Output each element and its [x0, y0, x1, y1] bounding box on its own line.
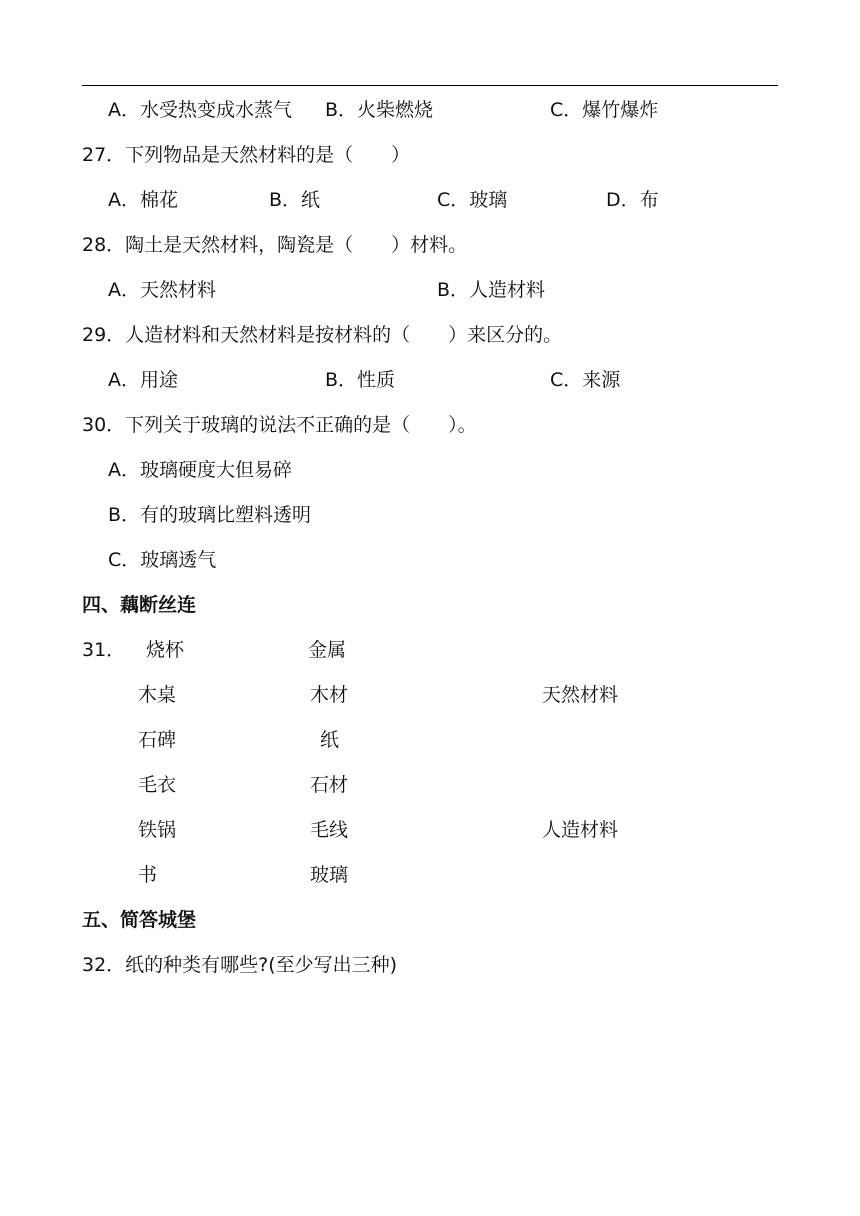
q29-option-a: A．用途: [108, 369, 178, 391]
q27-option-d: D．布: [606, 189, 659, 211]
q30-option-b: B．有的玻璃比塑料透明: [108, 504, 312, 526]
q31-object: 烧杯: [146, 639, 185, 661]
q31-material: 石材: [310, 774, 349, 796]
q31-material: 毛线: [310, 819, 349, 841]
q26-option-b: B．火柴燃烧: [325, 99, 434, 121]
q31-category: 天然材料: [542, 684, 619, 706]
q27-option-c: C．玻璃: [437, 189, 508, 211]
q31-object: 木桌: [138, 684, 177, 706]
section5-heading: 五、简答城堡: [82, 909, 197, 931]
q32-stem: 32．纸的种类有哪些?(至少写出三种): [82, 954, 398, 976]
q30-option-a: A．玻璃硬度大但易碎: [108, 459, 292, 481]
q30-stem: 30．下列关于玻璃的说法不正确的是（ ）。: [82, 414, 477, 436]
q31-material: 金属: [308, 639, 347, 661]
q26-option-c: C．爆竹爆炸: [550, 99, 659, 121]
q31-object: 石碑: [138, 729, 177, 751]
q29-stem: 29．人造材料和天然材料是按材料的（ ）来区分的。: [82, 324, 563, 346]
q31-category: 人造材料: [542, 819, 619, 841]
q29-option-b: B．性质: [325, 369, 396, 391]
q27-option-a: A．棉花: [108, 189, 178, 211]
q31-material: 纸: [320, 729, 340, 751]
q31-material: 玻璃: [310, 864, 349, 886]
q28-stem: 28．陶土是天然材料，陶瓷是（ ）材料。: [82, 234, 468, 256]
section4-heading: 四、藕断丝连: [82, 594, 197, 616]
q26-option-a: A．水受热变成水蒸气: [108, 99, 292, 121]
q31-object: 铁锅: [138, 819, 177, 841]
q30-option-c: C．玻璃透气: [108, 549, 217, 571]
q31-object: 毛衣: [138, 774, 177, 796]
q31-number: 31．: [82, 639, 126, 661]
q31-material: 木材: [310, 684, 349, 706]
q27-option-b: B．纸: [269, 189, 321, 211]
header-rule: [82, 85, 778, 86]
q31-object: 书: [138, 864, 158, 886]
q28-option-a: A．天然材料: [108, 279, 216, 301]
q27-stem: 27．下列物品是天然材料的是（ ）: [82, 144, 411, 166]
q28-option-b: B．人造材料: [437, 279, 546, 301]
q29-option-c: C．来源: [550, 369, 621, 391]
